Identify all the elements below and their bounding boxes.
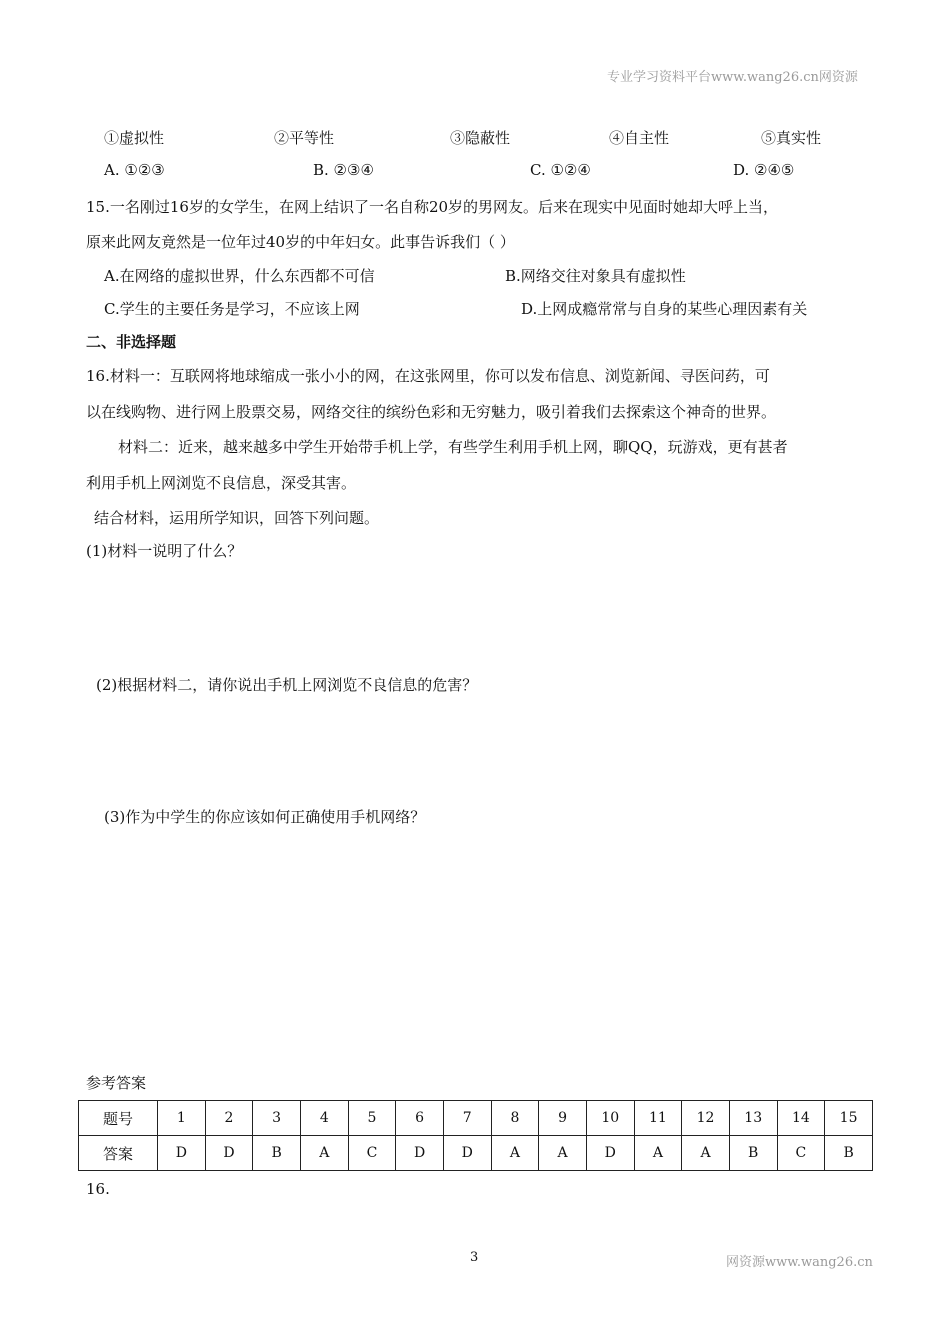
section-title: 二、非选择题 [86, 333, 177, 351]
q14-option-b: B. ②③④ [313, 161, 374, 179]
number-cell: 2 [205, 1101, 253, 1136]
q15-option-d: D.上网成瘾常常与自身的某些心理因素有关 [521, 300, 808, 318]
number-cell: 8 [491, 1101, 539, 1136]
q14-option-d: D. ②④⑤ [733, 161, 795, 179]
answer-16-label: 16. [86, 1180, 110, 1198]
number-cell: 13 [729, 1101, 777, 1136]
q15-stem-line1: 15.一名刚过16岁的女学生，在网上结识了一名自称20岁的男网友。后来在现实中见面时她却大呼上当， [86, 198, 779, 216]
answer-cell: B [729, 1136, 777, 1171]
answer-cell: D [158, 1136, 206, 1171]
q16-sub3: (3)作为中学生的你应该如何正确使用手机网络？ [104, 808, 426, 826]
q16-material1-line1: 16.材料一：互联网将地球缩成一张小小的网，在这张网里，你可以发布信息、浏览新闻、寻医问药，可 [86, 367, 770, 385]
number-cell: 6 [396, 1101, 444, 1136]
answer-cell: C [777, 1136, 825, 1171]
q15-option-c: C.学生的主要任务是学习，不应该上网 [104, 300, 360, 318]
number-cell: 1 [158, 1101, 206, 1136]
answer-cell: B [253, 1136, 301, 1171]
number-cell: 5 [348, 1101, 396, 1136]
answer-table [78, 1100, 873, 1171]
q16-material2-line2: 利用手机上网浏览不良信息，深受其害。 [86, 474, 357, 492]
q16-material1-line2: 以在线购物、进行网上股票交易，网络交往的缤纷色彩和无穷魅力，吸引着我们去探索这个神奇的世界。 [86, 403, 777, 421]
answer-table-row-answers [79, 1136, 873, 1171]
answer-cell: D [443, 1136, 491, 1171]
answers-title: 参考答案 [86, 1074, 147, 1092]
number-cell: 9 [539, 1101, 587, 1136]
footer-watermark: 网资源www.wang26.cn [726, 1255, 873, 1270]
q15-option-a: A.在网络的虚拟世界，什么东西都不可信 [104, 267, 375, 285]
page-number: 3 [470, 1250, 479, 1265]
q14-option-a: A. ①②③ [104, 161, 165, 179]
answer-cell: D [396, 1136, 444, 1171]
answer-cell: D [205, 1136, 253, 1171]
number-cell: 3 [253, 1101, 301, 1136]
q16-sub2: (2)根据材料二，请你说出手机上网浏览不良信息的危害？ [96, 676, 478, 694]
number-cell: 7 [443, 1101, 491, 1136]
number-cell: 14 [777, 1101, 825, 1136]
row-label-answer: 答案 [79, 1136, 158, 1171]
q14-item-3: ③隐蔽性 [450, 129, 511, 147]
q16-material2-line1: 材料二：近来，越来越多中学生开始带手机上学，有些学生利用手机上网，聊QQ，玩游戏，更有甚者 [118, 438, 788, 456]
answer-table-row-numbers [79, 1101, 873, 1136]
q14-option-c: C. ①②④ [530, 161, 591, 179]
answer-cell: A [539, 1136, 587, 1171]
q15-stem-line2: 原来此网友竟然是一位年过40岁的中年妇女。此事告诉我们（ ） [86, 233, 515, 251]
q16-instruction: 结合材料，运用所学知识，回答下列问题。 [94, 509, 380, 527]
q14-item-4: ④自主性 [609, 129, 670, 147]
number-cell: 12 [682, 1101, 730, 1136]
q14-item-2: ②平等性 [274, 129, 335, 147]
answer-cell: A [634, 1136, 682, 1171]
q16-sub1: (1)材料一说明了什么？ [86, 542, 243, 560]
answer-cell: A [682, 1136, 730, 1171]
header-watermark: 专业学习资料平台www.wang26.cn网资源 [607, 70, 858, 85]
number-cell: 11 [634, 1101, 682, 1136]
answer-cell: B [825, 1136, 873, 1171]
answer-cell: D [586, 1136, 634, 1171]
answer-cell: A [300, 1136, 348, 1171]
number-cell: 4 [300, 1101, 348, 1136]
q14-item-1: ①虚拟性 [104, 129, 165, 147]
number-cell: 10 [586, 1101, 634, 1136]
row-label-number: 题号 [79, 1101, 158, 1136]
answer-cell: A [491, 1136, 539, 1171]
q14-item-5: ⑤真实性 [761, 129, 822, 147]
answer-cell: C [348, 1136, 396, 1171]
q15-option-b: B.网络交往对象具有虚拟性 [505, 267, 686, 285]
number-cell: 15 [825, 1101, 873, 1136]
